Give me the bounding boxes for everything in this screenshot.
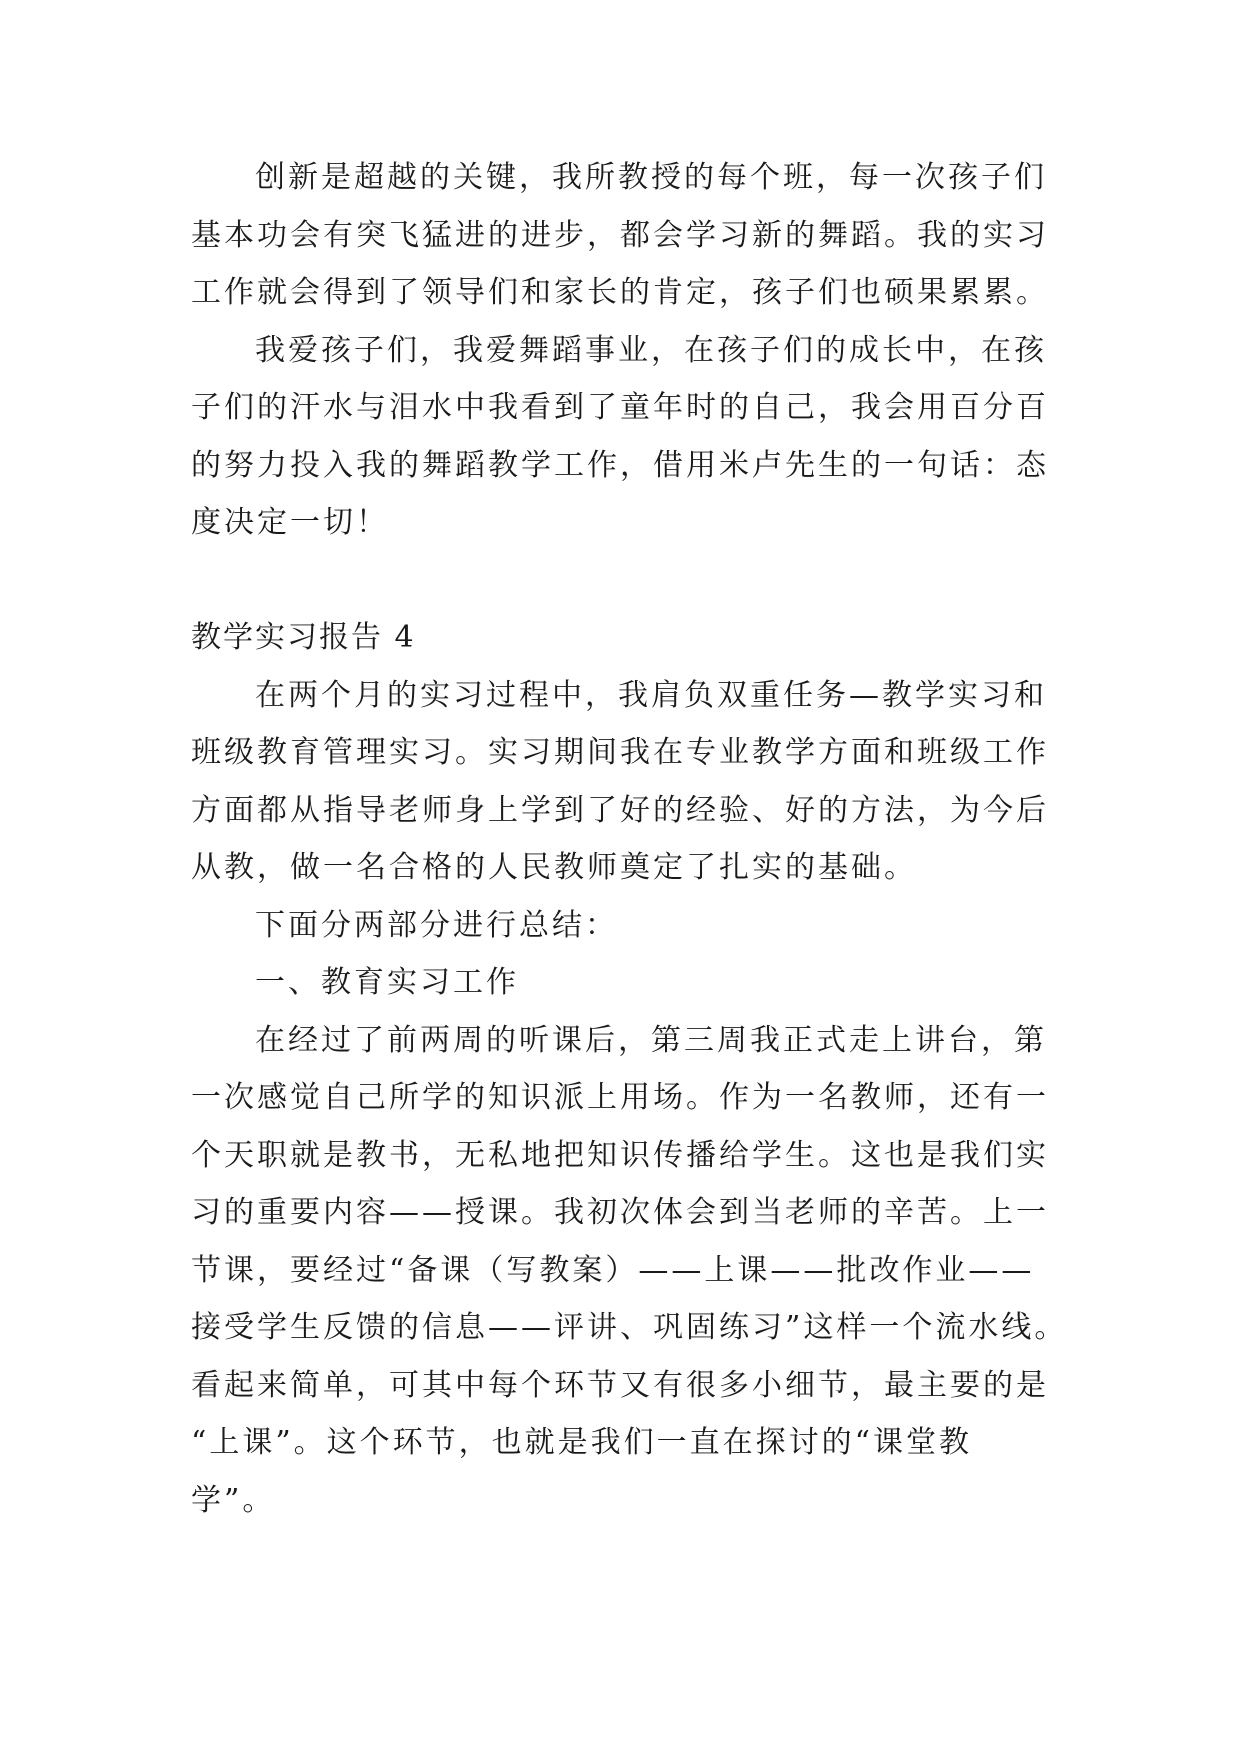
paragraph-3-line-3: 方面都从指导老师身上学到了好的经验、好的方法，为今后 — [191, 793, 1049, 828]
subsection-heading: 一、教育实习工作 — [255, 965, 519, 1000]
paragraph-4-line-1: 在经过了前两周的听课后，第三周我正式走上讲台，第 — [255, 1023, 1047, 1058]
section-heading: 教学实习报告 4 — [191, 620, 416, 655]
paragraph-4-line-9: 学”。 — [191, 1483, 276, 1518]
paragraph-1-line-3: 工作就会得到了领导们和家长的肯定，孩子们也硕果累累。 — [191, 275, 1049, 310]
paragraph-1-line-2: 基本功会有突飞猛进的进步，都会学习新的舞蹈。我的实习 — [191, 218, 1049, 253]
paragraph-3-line-4: 从教，做一名合格的人民教师奠定了扎实的基础。 — [191, 850, 917, 885]
paragraph-4-line-2: 一次感觉自己所学的知识派上用场。作为一名教师，还有一 — [191, 1080, 1049, 1115]
paragraph-2-line-3: 的努力投入我的舞蹈教学工作，借用米卢先生的一句话：态 — [191, 448, 1049, 483]
paragraph-2-line-2: 子们的汗水与泪水中我看到了童年时的自己，我会用百分百 — [191, 390, 1049, 425]
paragraph-2-line-4: 度决定一切！ — [191, 505, 389, 540]
paragraph-1-line-1: 创新是超越的关键，我所教授的每个班，每一次孩子们 — [255, 160, 1047, 195]
paragraph-3-line-2: 班级教育管理实习。实习期间我在专业教学方面和班级工作 — [191, 735, 1049, 770]
paragraph-4-line-3: 个天职就是教书，无私地把知识传播给学生。这也是我们实 — [191, 1138, 1049, 1173]
paragraph-4-line-5: 节课，要经过“备课（写教案）——上课——批改作业—— — [191, 1253, 1035, 1288]
summary-intro: 下面分两部分进行总结： — [255, 908, 618, 943]
paragraph-2-line-1: 我爱孩子们，我爱舞蹈事业，在孩子们的成长中，在孩 — [255, 333, 1047, 368]
paragraph-4-line-8: “上课”。这个环节，也就是我们一直在探讨的“课堂教 — [191, 1425, 973, 1460]
paragraph-4-line-7: 看起来简单，可其中每个环节又有很多小细节，最主要的是 — [191, 1368, 1049, 1403]
paragraph-3-line-1: 在两个月的实习过程中，我肩负双重任务—教学实习和 — [255, 678, 1047, 713]
paragraph-4-line-6: 接受学生反馈的信息——评讲、巩固练习”这样一个流水线。 — [191, 1310, 1068, 1345]
paragraph-4-line-4: 习的重要内容——授课。我初次体会到当老师的辛苦。上一 — [191, 1195, 1049, 1230]
